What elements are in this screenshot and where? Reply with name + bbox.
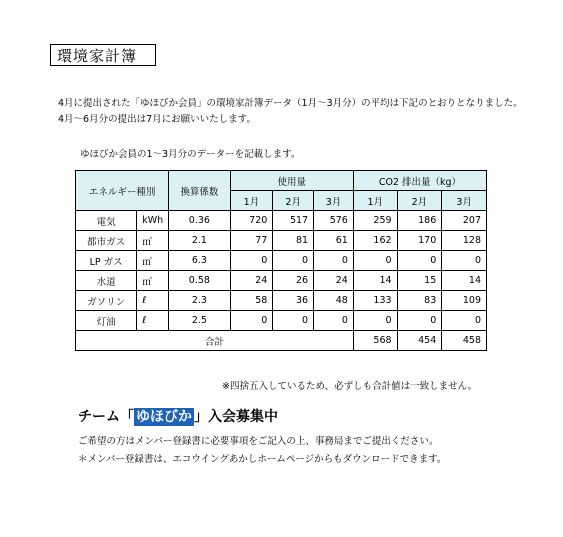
row-co2-1: 259 — [353, 211, 397, 231]
row-co2-3: 128 — [442, 231, 487, 251]
header-co2-month-1: 1月 — [353, 191, 397, 211]
row-usage-3: 61 — [314, 231, 354, 251]
row-co2-2: 0 — [397, 251, 442, 271]
row-energy-name: ガソリン — [76, 291, 137, 311]
table-caption: ゆほびか会員の1～3月分のデーターを記載します。 — [80, 149, 301, 160]
row-co2-3: 14 — [442, 271, 487, 291]
row-usage-1: 77 — [230, 231, 273, 251]
row-co2-2: 83 — [397, 291, 442, 311]
header-co2: CO2 排出量（kg） — [353, 171, 486, 191]
row-unit: ℓ — [137, 291, 169, 311]
row-energy-name: 灯油 — [76, 311, 137, 331]
row-energy-name: 電気 — [76, 211, 137, 231]
total-row — [76, 331, 487, 351]
row-usage-2: 36 — [273, 291, 314, 311]
recruit-suffix: 」入会募集中 — [194, 409, 278, 425]
row-unit: ㎥ — [137, 231, 169, 251]
row-usage-3: 576 — [314, 211, 354, 231]
table-row — [76, 311, 487, 331]
row-usage-2: 81 — [273, 231, 314, 251]
total-label: 合計 — [76, 331, 354, 351]
row-factor: 2.1 — [169, 231, 230, 251]
row-usage-2: 0 — [273, 251, 314, 271]
row-factor: 0.36 — [169, 211, 230, 231]
co2-table — [75, 170, 487, 351]
row-usage-2: 26 — [273, 271, 314, 291]
row-unit: kWh — [137, 211, 169, 231]
header-co2-month-2: 2月 — [397, 191, 442, 211]
total-co2-2: 454 — [397, 331, 442, 351]
header-usage-month-1: 1月 — [230, 191, 273, 211]
header-energy-type: エネルギー種別 — [76, 171, 169, 211]
total-co2-3: 458 — [442, 331, 487, 351]
row-co2-3: 207 — [442, 211, 487, 231]
row-usage-3: 0 — [314, 251, 354, 271]
table-row — [76, 231, 487, 251]
row-factor: 2.5 — [169, 311, 230, 331]
recruit-desc-1: ご希望の方はメンバー登録書に必要事項をご記入の上、事務局までご提出ください。 — [78, 436, 439, 447]
table-row — [76, 211, 487, 231]
row-co2-3: 0 — [442, 251, 487, 271]
row-factor: 0.58 — [169, 271, 230, 291]
row-factor: 2.3 — [169, 291, 230, 311]
recruit-heading — [78, 406, 278, 426]
table-row — [76, 271, 487, 291]
row-factor: 6.3 — [169, 251, 230, 271]
row-energy-name: 水道 — [76, 271, 137, 291]
table-row — [76, 291, 487, 311]
row-co2-3: 0 — [442, 311, 487, 331]
row-co2-2: 15 — [397, 271, 442, 291]
row-co2-1: 162 — [353, 231, 397, 251]
page-title: 環境家計簿 — [50, 44, 156, 66]
row-co2-3: 109 — [442, 291, 487, 311]
row-usage-2: 517 — [273, 211, 314, 231]
row-usage-2: 0 — [273, 311, 314, 331]
row-usage-3: 24 — [314, 271, 354, 291]
row-co2-1: 133 — [353, 291, 397, 311]
row-unit: ℓ — [137, 311, 169, 331]
intro-line-1: 4月に提出された「ゆほびか会員」の環境家計簿データ（1月～3月分）の平均は下記のとおりとなりました。 — [58, 98, 523, 109]
row-usage-1: 58 — [230, 291, 273, 311]
row-energy-name: 都市ガス — [76, 231, 137, 251]
row-usage-1: 0 — [230, 311, 273, 331]
row-energy-name: LP ガス — [76, 251, 137, 271]
row-co2-1: 14 — [353, 271, 397, 291]
row-usage-1: 720 — [230, 211, 273, 231]
row-co2-1: 0 — [353, 251, 397, 271]
header-usage-month-3: 3月 — [314, 191, 354, 211]
row-co2-1: 0 — [353, 311, 397, 331]
row-co2-2: 170 — [397, 231, 442, 251]
header-usage: 使用量 — [230, 171, 353, 191]
row-usage-1: 0 — [230, 251, 273, 271]
recruit-prefix: チーム「 — [78, 409, 134, 425]
header-co2-month-3: 3月 — [442, 191, 487, 211]
intro-line-2: 4月～6月分の提出は7月にお願いいたします。 — [58, 114, 256, 125]
row-unit: ㎥ — [137, 251, 169, 271]
recruit-desc-2: ＊メンバー登録書は、エコウイングあかしホームページからもダウンロードできます。 — [78, 454, 447, 465]
header-conversion-factor: 換算係数 — [169, 171, 230, 211]
row-usage-1: 24 — [230, 271, 273, 291]
row-co2-2: 186 — [397, 211, 442, 231]
table-row — [76, 251, 487, 271]
row-usage-3: 48 — [314, 291, 354, 311]
header-usage-month-2: 2月 — [273, 191, 314, 211]
row-co2-2: 0 — [397, 311, 442, 331]
rounding-footnote: ※四捨五入しているため、必ずしも合計値は一致しません。 — [222, 381, 478, 392]
recruit-highlight: ゆほびか — [136, 409, 192, 425]
row-unit: ㎥ — [137, 271, 169, 291]
total-co2-1: 568 — [353, 331, 397, 351]
row-usage-3: 0 — [314, 311, 354, 331]
